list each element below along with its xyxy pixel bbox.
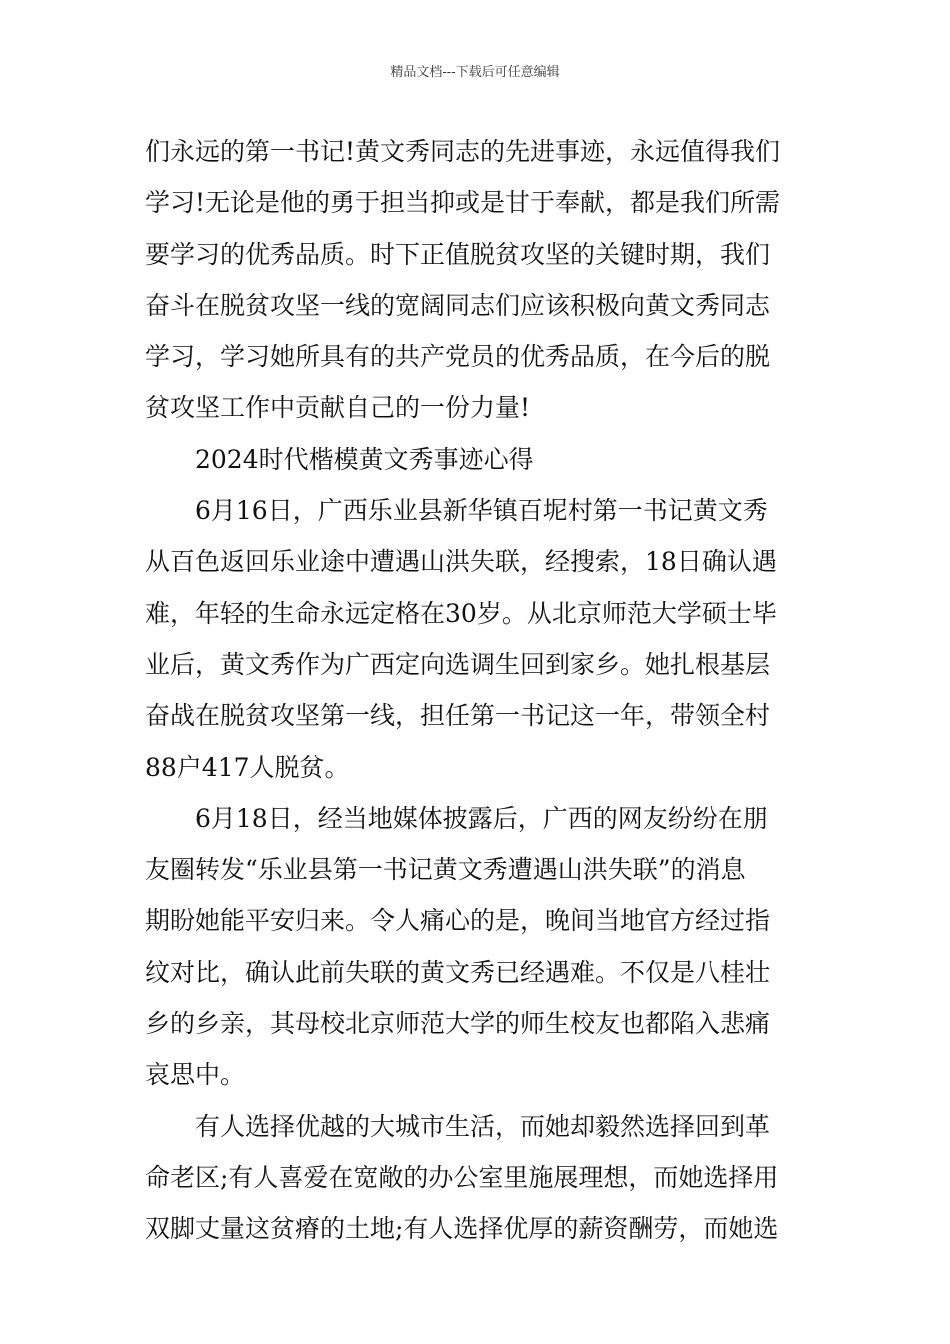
- paragraph: [145, 1101, 811, 1255]
- paragraph: [145, 485, 811, 793]
- text-line: 双脚丈量这贫瘠的土地;有人选择优厚的薪资酬劳，而她选: [145, 1214, 779, 1244]
- text-line: 奋战在脱贫攻坚第一线，担任第一书记这一年，带领全村: [145, 701, 771, 731]
- text-line: 友圈转发“乐业县第一书记黄文秀遭遇山洪失联”的消息: [145, 855, 746, 885]
- text-line: 乡的乡亲，其母校北京师范大学的师生校友也都陷入悲痛: [145, 1009, 771, 1039]
- paragraph: [145, 793, 811, 1101]
- text-line: 贫攻坚工作中贡献自己的一份力量!: [145, 393, 531, 423]
- text-line: 学习!无论是他的勇于担当抑或是甘于奉献，都是我们所需: [145, 188, 781, 218]
- text-line: 有人选择优越的大城市生活，而她却毅然选择回到革: [195, 1111, 771, 1141]
- text-line: 6月18日，经当地媒体披露后，广西的网友纷纷在朋: [195, 803, 768, 833]
- text-line: 从百色返回乐业途中遭遇山洪失联，经搜索，18日确认遇: [145, 547, 777, 577]
- text-line: 纹对比，确认此前失联的黄文秀已经遇难。不仅是八桂壮: [145, 957, 771, 987]
- text-line: 88户417人脱贫。: [145, 752, 350, 782]
- text-line: 们永远的第一书记!黄文秀同志的先进事迹，永远值得我们: [145, 137, 781, 166]
- paragraph: [145, 434, 811, 485]
- text-line: 难，年轻的生命永远定格在30岁。从北京师范大学硕士毕: [145, 598, 777, 628]
- text-line: 学习，学习她所具有的共产党员的优秀品质，在今后的脱: [145, 342, 771, 372]
- text-line: 6月16日，广西乐业县新华镇百坭村第一书记黄文秀: [195, 496, 768, 526]
- text-line: 命老区;有人喜爱在宽敞的办公室里施展理想，而她选择用: [145, 1162, 779, 1192]
- text-line: 期盼她能平安归来。令人痛心的是，晚间当地官方经过指: [145, 906, 771, 936]
- paragraph-list: [145, 126, 811, 1255]
- text-line: 业后，黄文秀作为广西定向选调生回到家乡。她扎根基层: [145, 649, 771, 679]
- text-line: 哀思中。: [145, 1060, 246, 1090]
- text-line: 要学习的优秀品质。时下正值脱贫攻坚的关键时期，我们: [145, 239, 771, 269]
- paragraph: [145, 126, 811, 434]
- document-body: [145, 126, 811, 1255]
- text-line: 奋斗在脱贫攻坚一线的宽阔同志们应该积极向黄文秀同志: [145, 290, 771, 320]
- text-line: 2024时代楷模黄文秀事迹心得: [195, 444, 534, 474]
- page-header: 精品文档---下载后可任意编辑: [390, 65, 560, 80]
